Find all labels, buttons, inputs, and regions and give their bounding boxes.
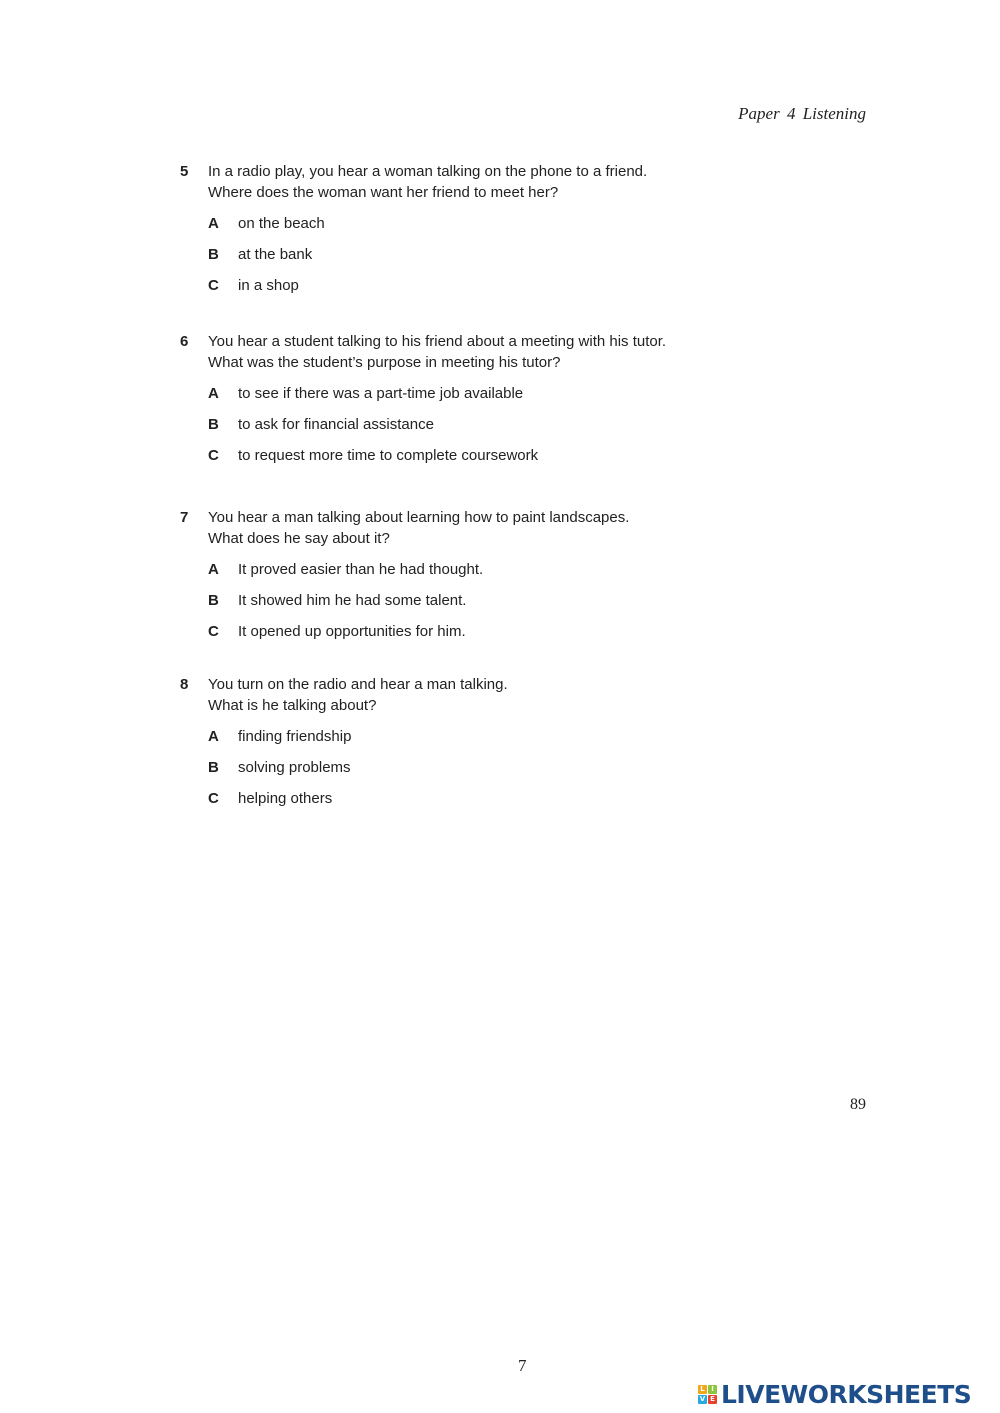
option-b[interactable] <box>208 414 820 445</box>
answer-options <box>208 213 820 306</box>
option-a[interactable] <box>208 383 820 414</box>
question-line: You hear a man talking about learning how to paint landscapes. <box>208 509 630 526</box>
question-7 <box>180 507 820 652</box>
option-a[interactable] <box>208 559 820 590</box>
option-letter: C <box>208 790 219 807</box>
question-stem <box>208 331 820 373</box>
question-number: 6 <box>180 333 189 350</box>
option-letter: A <box>208 215 219 232</box>
option-text: It showed him he had some talent. <box>238 592 467 609</box>
option-letter: B <box>208 416 219 433</box>
question-line: In a radio play, you hear a woman talking on the phone to a friend. <box>208 163 648 180</box>
option-b[interactable] <box>208 590 820 621</box>
question-line: You turn on the radio and hear a man talking. <box>208 676 508 693</box>
option-text: to see if there was a part-time job available <box>238 385 524 402</box>
question-stem <box>208 674 820 716</box>
option-text: solving problems <box>238 759 351 776</box>
option-a[interactable] <box>208 726 820 757</box>
logo-cell: V <box>699 1394 706 1403</box>
running-header: Paper 4 Listening <box>738 104 866 123</box>
option-b[interactable] <box>208 244 820 275</box>
option-b[interactable] <box>208 757 820 788</box>
option-letter: B <box>208 592 219 609</box>
question-line: What does he say about it? <box>208 530 390 547</box>
option-text: at the bank <box>238 246 313 263</box>
option-a[interactable] <box>208 213 820 244</box>
brand-name: LIVEWORKSHEETS <box>721 1379 972 1409</box>
question-line: What is he talking about? <box>208 697 377 714</box>
question-stem <box>208 161 820 203</box>
option-c[interactable] <box>208 445 820 476</box>
question-line: What was the student’s purpose in meeting his tutor? <box>208 354 561 371</box>
option-letter: A <box>208 385 219 402</box>
option-letter: C <box>208 447 219 464</box>
logo-cell: E <box>708 1395 717 1404</box>
page-number: 89 <box>850 1096 866 1113</box>
question-8 <box>180 674 820 819</box>
option-text: finding friendship <box>238 728 352 745</box>
question-5 <box>180 161 820 306</box>
question-6 <box>180 331 820 476</box>
answer-options <box>208 383 820 476</box>
answer-options <box>208 726 820 819</box>
liveworksheets-brand[interactable] <box>698 1379 971 1409</box>
option-text: It proved easier than he had thought. <box>238 561 484 578</box>
question-stem <box>208 507 820 549</box>
option-c[interactable] <box>208 788 820 819</box>
option-letter: B <box>208 246 219 263</box>
option-letter: A <box>208 561 219 578</box>
option-text: on the beach <box>238 215 325 232</box>
answer-options <box>208 559 820 652</box>
logo-cell: L <box>698 1385 707 1394</box>
option-text: It opened up opportunities for him. <box>238 623 466 640</box>
option-letter: C <box>208 277 219 294</box>
question-line: Where does the woman want her friend to meet her? <box>208 184 559 201</box>
question-number: 8 <box>180 676 189 693</box>
question-line: You hear a student talking to his friend about a meeting with his tutor. <box>208 333 667 350</box>
option-text: to ask for financial assistance <box>238 416 434 433</box>
question-number: 5 <box>180 163 189 180</box>
option-c[interactable] <box>208 275 820 306</box>
option-letter: C <box>208 623 219 640</box>
footer-page-number: 7 <box>518 1356 527 1375</box>
option-letter: B <box>208 759 219 776</box>
option-letter: A <box>208 728 219 745</box>
option-text: helping others <box>238 790 333 807</box>
question-number: 7 <box>180 509 189 526</box>
logo-cell: I <box>708 1385 717 1394</box>
liveworksheets-logo-icon <box>698 1385 717 1404</box>
option-text: in a shop <box>238 277 299 294</box>
option-c[interactable] <box>208 621 820 652</box>
option-text: to request more time to complete coursework <box>238 447 539 464</box>
